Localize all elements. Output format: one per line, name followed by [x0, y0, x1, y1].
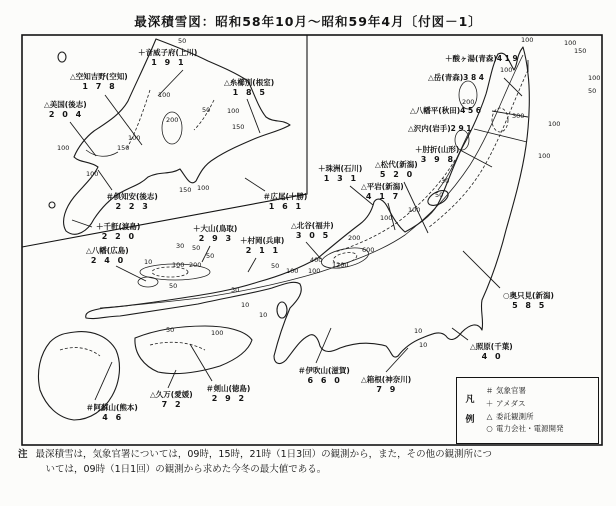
legend-title: 凡 例 — [465, 394, 475, 425]
station-label — [361, 375, 411, 395]
station-name: ＋肘折(山形) — [415, 145, 460, 154]
station-value: 2 9 2 — [211, 393, 247, 403]
legend-items — [483, 385, 564, 436]
contour-value-label: 100 — [564, 39, 577, 47]
contour-value-label: 50 — [202, 106, 211, 114]
contour-value-label: 30 — [231, 286, 240, 294]
station-value: 1 6 1 — [268, 201, 304, 211]
station-label — [70, 72, 128, 92]
station-value: 1 9 1 — [151, 57, 187, 67]
station-leader-line — [72, 220, 92, 227]
contour-value-label: 10 — [419, 341, 428, 349]
station-leader-line — [386, 348, 408, 372]
contour-value-label: 30 — [441, 177, 450, 185]
station-leader-line — [316, 328, 331, 363]
contour-value-label: 100 — [128, 134, 141, 142]
footnote-text: 最深積雪は，気象官署については，09時，15時，21時（1日3回）の観測から，また，その他の観測所につ いては，09時（1日1回）の観測から求めた今冬の最大値である。 — [35, 449, 492, 475]
station-label — [96, 222, 140, 242]
legend-item — [483, 423, 564, 436]
station-name: ＋音威子府(上川) — [138, 48, 198, 57]
station-label — [415, 145, 459, 165]
station-name: ＋酸ヶ湯(青森)4 1 9 — [445, 54, 518, 63]
station-value: 2 9 3 — [198, 233, 234, 243]
station-label — [410, 106, 481, 116]
station-value: 3 9 8 — [420, 154, 456, 164]
station-leader-line — [70, 122, 96, 156]
station-label — [263, 192, 307, 212]
contour-value-label: 50 — [166, 326, 175, 334]
contour-value-label: 10 — [259, 311, 268, 319]
station-value: 2 0 4 — [48, 109, 84, 119]
station-value: 6 6 0 — [307, 375, 343, 385]
station-name: ＋千軒(渡島) — [96, 222, 141, 231]
contour-value-label: 10 — [144, 258, 153, 266]
station-name: △久万(愛媛) — [150, 390, 193, 399]
contour-value-label: 50 — [271, 262, 280, 270]
station-name: △松代(新潟) — [375, 160, 418, 169]
legend-label: 電力会社・電源開発 — [496, 424, 564, 434]
contour-value-label: 100 — [521, 36, 534, 44]
station-leader-line — [190, 344, 212, 381]
contour-value-label: 100 — [86, 170, 99, 178]
contour-value-label: 400 — [310, 256, 323, 264]
legend-item — [483, 385, 564, 398]
contour-value-label: 1200 — [332, 261, 349, 269]
station-name: ＋村岡(兵庫) — [240, 236, 285, 245]
station-value: 4 6 — [102, 412, 124, 422]
station-label — [106, 192, 158, 212]
station-name: △岳(青森)3 8 4 — [428, 73, 485, 82]
station-label — [470, 342, 513, 362]
station-label — [138, 48, 197, 68]
station-label — [150, 390, 193, 410]
station-value: 2 2 0 — [101, 231, 137, 241]
station-name: ○奥只見(新潟) — [503, 291, 554, 300]
contour-value-label: 30 — [176, 242, 185, 250]
station-label — [428, 73, 484, 83]
station-label — [86, 403, 138, 423]
station-leader-line — [98, 170, 112, 190]
legend-symbol: ＋ — [485, 398, 494, 408]
legend-symbol: ＃ — [485, 386, 494, 395]
station-label — [86, 246, 129, 266]
contour-value-label: 50 — [169, 282, 178, 290]
station-label — [224, 78, 274, 98]
station-label — [206, 384, 250, 404]
station-label — [298, 366, 350, 386]
contour-value-label: 150 — [117, 144, 130, 152]
station-leader-line — [245, 178, 265, 191]
contour-value-label: 200 — [462, 98, 475, 106]
contour-value-label: 10 — [414, 327, 423, 335]
station-leader-line — [504, 78, 522, 96]
legend-label: 気象官署 — [496, 386, 526, 395]
station-value: 7 9 — [376, 384, 398, 394]
contour-value-label: 100 — [500, 66, 513, 74]
station-label — [44, 100, 87, 120]
station-value: 1 8 5 — [232, 87, 268, 97]
station-leader-line — [95, 362, 112, 400]
legend-symbol: △ — [486, 411, 493, 421]
contour-value-label: 10 — [241, 301, 250, 309]
station-label — [193, 224, 237, 244]
station-label — [503, 291, 554, 311]
legend-box — [456, 377, 599, 444]
station-name: △八幡平(秋田)4 5 6 — [410, 106, 482, 115]
contour-value-label: 100 — [57, 144, 70, 152]
station-value: 7 2 — [161, 399, 184, 409]
contour-value-label: 100 — [380, 214, 393, 222]
station-label — [361, 182, 404, 202]
station-value: 2 2 3 — [115, 201, 151, 211]
station-name: △沢内(岩手)2 9 1 — [408, 124, 472, 133]
station-label — [240, 236, 284, 256]
legend-item — [483, 398, 564, 411]
contour-value-label: 100 — [308, 267, 321, 275]
station-name: ＋大山(鳥取) — [193, 224, 238, 233]
station-value: 4 0 — [481, 351, 504, 361]
station-label — [291, 221, 334, 241]
station-value: 2 4 0 — [90, 255, 126, 265]
legend-label: アメダス — [496, 398, 526, 408]
station-name: ＃剣山(徳島) — [206, 384, 251, 393]
contour-value-label: 150 — [232, 123, 245, 131]
contour-value-label: 50 — [435, 191, 444, 199]
station-name: ＃倶知安(後志) — [106, 192, 158, 201]
page-title: 最深積雪図：昭和58年10月～昭和59年4月〔付図－1〕 — [134, 14, 482, 29]
footnote — [18, 448, 602, 477]
station-name: ＃伊吹山(滋賀) — [298, 366, 350, 375]
contour-value-label: 50 — [178, 37, 187, 45]
contour-value-label: 100 — [227, 107, 240, 115]
footnote-tag: 注 — [18, 449, 28, 460]
station-name: △空知吉野(空知) — [70, 72, 128, 81]
station-name: △照原(千葉) — [470, 342, 513, 351]
station-value: 5 8 5 — [512, 300, 547, 310]
station-leader-line — [116, 266, 146, 281]
station-value: 5 2 0 — [379, 169, 415, 179]
contour-value-label: 50 — [588, 87, 597, 95]
contour-value-label: 100 — [158, 91, 171, 99]
station-leader-line — [168, 370, 176, 388]
station-name: △八幡(広島) — [86, 246, 129, 255]
station-label — [318, 164, 362, 184]
station-leader-line — [474, 129, 527, 142]
contour-value-label: 150 — [179, 186, 192, 194]
contour-value-label: 100 — [286, 267, 299, 275]
contour-value-label: 200 — [348, 234, 361, 242]
legend-label: 委託観測所 — [496, 411, 534, 421]
station-value: 2 1 1 — [245, 245, 281, 255]
station-name: △箱根(神奈川) — [361, 375, 412, 384]
contour-value-label: 100 — [588, 74, 601, 82]
station-value: 4 1 7 — [365, 191, 401, 201]
contour-value-label: 100 — [172, 261, 185, 269]
contour-value-label: 50 — [192, 244, 201, 252]
station-value: 3 0 5 — [295, 230, 331, 240]
legend-symbol: ○ — [486, 424, 493, 434]
station-leader-line — [452, 328, 468, 340]
contour-value-label: 50 — [206, 252, 215, 260]
station-value: 1 3 1 — [323, 173, 359, 183]
contour-value-label: 150 — [574, 47, 587, 55]
contour-value-label: 100 — [197, 184, 210, 192]
station-name: ＃阿蘇山(熊本) — [86, 403, 138, 412]
station-name: △糸櫛別(根室) — [224, 78, 275, 87]
station-leader-line — [248, 258, 256, 272]
station-name: △北谷(福井) — [291, 221, 334, 230]
legend-item — [483, 411, 564, 424]
station-name: △平岩(新潟) — [361, 182, 404, 191]
station-name: ＃広尾(十勝) — [263, 192, 308, 201]
contour-value-label: 100 — [408, 206, 421, 214]
station-value: 1 7 8 — [82, 81, 118, 91]
station-leader-line — [460, 150, 492, 167]
contour-value-label: 100 — [211, 329, 224, 337]
station-name: △美国(後志) — [44, 100, 87, 109]
station-name: ＋珠洲(石川) — [318, 164, 363, 173]
contour-value-label: 200 — [166, 116, 179, 124]
contour-value-label: 600 — [362, 246, 375, 254]
station-label — [375, 160, 418, 180]
contour-value-label: 100 — [548, 120, 561, 128]
contour-value-label: 100 — [538, 152, 551, 160]
contour-value-label: 200 — [189, 261, 202, 269]
station-label — [445, 54, 518, 64]
station-label — [408, 124, 472, 134]
contour-value-label: 300 — [512, 112, 525, 120]
